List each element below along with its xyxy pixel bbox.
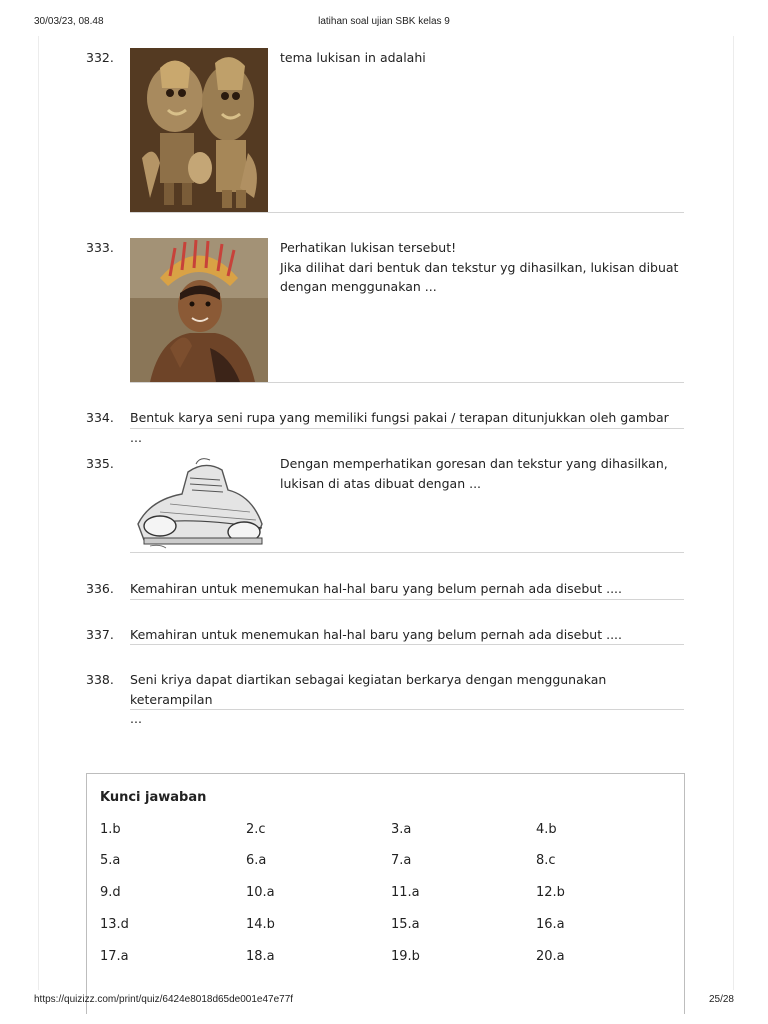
question-337 (86, 625, 684, 647)
question-divider (130, 709, 684, 710)
question-333 (86, 238, 684, 383)
question-divider (130, 644, 684, 645)
answer-item: 2.c (246, 822, 266, 837)
answer-item: 12.b (536, 885, 565, 900)
answer-item: 7.a (391, 853, 412, 868)
answer-item: 17.a (100, 949, 129, 964)
answer-item: 15.a (391, 917, 420, 932)
question-number: 337. (86, 627, 114, 642)
question-338 (86, 670, 684, 726)
question-number: 335. (86, 456, 114, 471)
sneaker-sketch-image (130, 454, 268, 552)
answer-item: 11.a (391, 885, 420, 900)
answer-item: 18.a (246, 949, 275, 964)
answer-item: 8.c (536, 853, 556, 868)
barong-painting-image (130, 48, 268, 212)
question-332 (86, 48, 684, 213)
page-number: 25/28 (708, 994, 734, 1005)
question-divider (130, 382, 684, 383)
question-number: 332. (86, 50, 114, 65)
answer-item: 3.a (391, 822, 412, 837)
answer-key-box (86, 773, 685, 1014)
question-number: 333. (86, 240, 114, 255)
question-divider (130, 212, 684, 213)
question-divider (130, 599, 684, 600)
answer-item: 10.a (246, 885, 275, 900)
answer-item: 6.a (246, 853, 267, 868)
answer-item: 19.b (391, 949, 420, 964)
print-timestamp: 30/03/23, 08.48 (34, 16, 104, 27)
answer-item: 14.b (246, 917, 275, 932)
question-text: Seni kriya dapat diartikan sebagai kegiatan berkarya dengan menggunakan keterampilan ... (130, 672, 607, 726)
print-url: https://quizizz.com/print/quiz/6424e8018d65de001e47e77f (34, 994, 294, 1005)
question-334 (86, 408, 684, 445)
question-number: 334. (86, 410, 114, 425)
question-divider (130, 428, 684, 429)
question-divider (130, 552, 684, 553)
question-text: Perhatikan lukisan tersebut! Jika dilihat dari bentuk dan tekstur yg dihasilkan, lukisan dibuat dengan menggunakan ... (280, 240, 679, 294)
answer-item: 9.d (100, 885, 121, 900)
print-title: latihan soal ujian SBK kelas 9 (318, 16, 450, 27)
answer-key-heading: Kunci jawaban (100, 790, 207, 805)
print-footer (34, 994, 734, 1008)
question-text: Bentuk karya seni rupa yang memiliki fungsi pakai / terapan ditunjukkan oleh gambar ... (130, 410, 669, 445)
question-text: Dengan memperhatikan goresan dan tekstur yang dihasilkan, lukisan di atas dibuat dengan ... (280, 456, 668, 491)
answer-item: 20.a (536, 949, 565, 964)
question-336 (86, 579, 684, 601)
question-335 (86, 454, 684, 554)
question-number: 336. (86, 581, 114, 596)
print-header (34, 16, 734, 30)
question-number: 338. (86, 672, 114, 687)
balinese-dancer-painting-image (130, 238, 268, 382)
answer-item: 5.a (100, 853, 121, 868)
answer-item: 4.b (536, 822, 557, 837)
question-text: tema lukisan in adalahi (280, 50, 426, 65)
answer-item: 16.a (536, 917, 565, 932)
answer-item: 1.b (100, 822, 121, 837)
answer-item: 13.d (100, 917, 129, 932)
question-text: Kemahiran untuk menemukan hal-hal baru yang belum pernah ada disebut .... (130, 627, 622, 642)
question-text: Kemahiran untuk menemukan hal-hal baru yang belum pernah ada disebut .... (130, 581, 622, 596)
